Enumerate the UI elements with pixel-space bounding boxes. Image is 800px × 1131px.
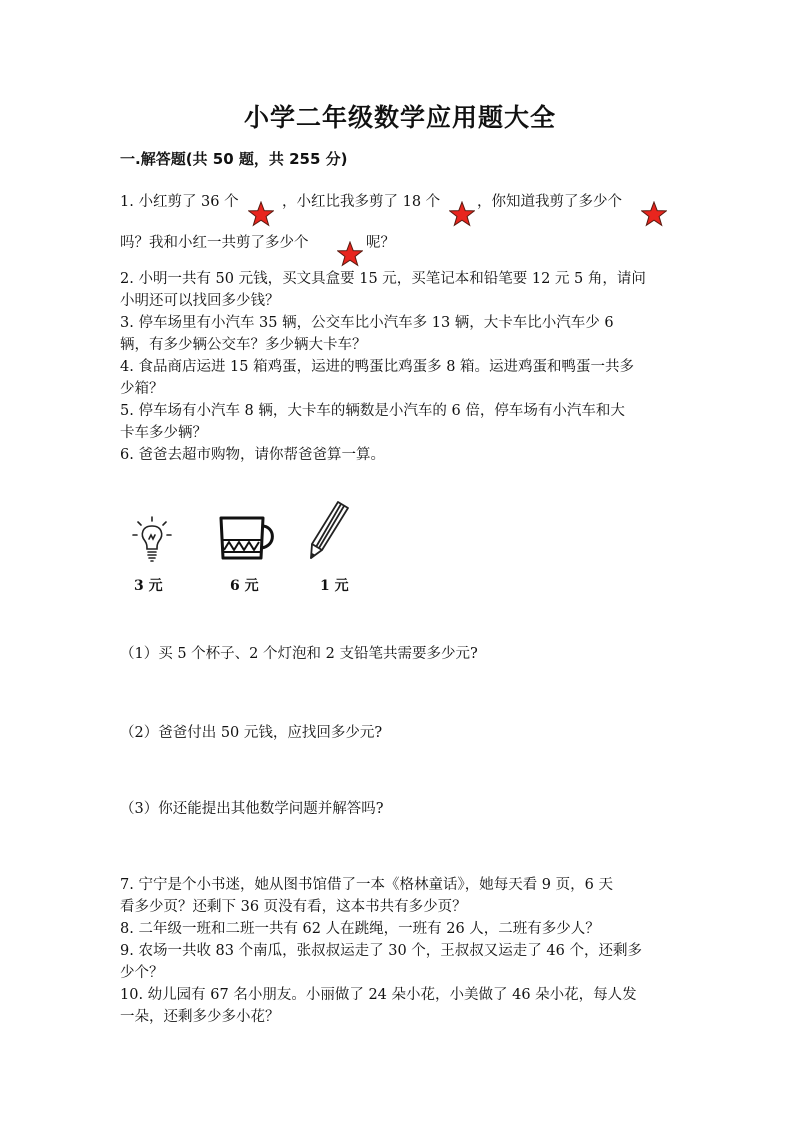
star-icon xyxy=(449,201,475,227)
page-title: 小学二年级数学应用题大全 xyxy=(243,103,556,132)
question-line: 4. 食品商店运进 15 箱鸡蛋，运进的鸭蛋比鸡蛋多 8 箱。运进鸡蛋和鸭蛋一共多 xyxy=(120,359,635,375)
question-line: 看多少页？还剩下 36 页没有看，这本书共有多少页？ xyxy=(120,899,467,915)
question-line: 8. 二年级一班和二班一共有 62 人在跳绳，一班有 26 人，二班有多少人？ xyxy=(120,921,600,937)
question-line: 9. 农场一共收 83 个南瓜，张叔叔运走了 30 个，王叔叔又运走了 46 个，还剩多 xyxy=(120,943,642,959)
question-line: 10. 幼儿园有 67 名小朋友。小丽做了 24 朵小花，小美做了 46 朵小花，每人发 xyxy=(120,987,637,1003)
star-icon xyxy=(641,201,667,227)
q1-part-b: ，小红比我多剪了 18 个 xyxy=(282,194,441,210)
question-line: 3. 停车场里有小汽车 35 辆，公交车比小汽车多 13 辆，大卡车比小汽车少 6 xyxy=(120,315,614,331)
question-line: 少箱？ xyxy=(120,381,164,397)
item-price: 6 元 xyxy=(230,578,259,594)
light-bulb-icon xyxy=(130,515,175,565)
item-price: 1 元 xyxy=(320,578,349,594)
question-line: 7. 宁宁是个小书迷，她从图书馆借了一本《格林童话》，她每天看 9 页，6 天 xyxy=(120,877,613,893)
question-line: 一朵，还剩多少多小花？ xyxy=(120,1009,280,1025)
question-line: 5. 停车场有小汽车 8 辆，大卡车的辆数是小汽车的 6 倍，停车场有小汽车和大 xyxy=(120,403,625,419)
question-line: 2. 小明一共有 50 元钱，买文具盒要 15 元，买笔记本和铅笔要 12 元 5 角，请问 xyxy=(120,271,646,287)
q1-part-e: 呢？ xyxy=(366,235,395,251)
q1-part-c: ，你知道我剪了多少个 xyxy=(477,194,622,210)
sub-question: （2）爸爸付出 50 元钱，应找回多少元? xyxy=(120,725,383,741)
cup-icon xyxy=(215,512,279,564)
star-icon xyxy=(248,201,274,227)
question-line: 小明还可以找回多少钱？ xyxy=(120,293,280,309)
sub-question: （1）买 5 个杯子、2 个灯泡和 2 支铅笔共需要多少元? xyxy=(120,646,478,662)
q1-part-a: 1. 小红剪了 36 个 xyxy=(120,194,239,210)
question-line: 卡车多少辆？ xyxy=(120,425,207,441)
star-icon xyxy=(337,241,363,267)
question-line: 辆，有多少辆公交车？多少辆大卡车？ xyxy=(120,337,367,353)
q1-part-d: 吗？我和小红一共剪了多少个 xyxy=(120,235,309,251)
section-heading: 一.解答题(共 50 题，共 255 分) xyxy=(120,150,348,168)
question-line: 少个？ xyxy=(120,965,164,981)
sub-question: （3）你还能提出其他数学问题并解答吗? xyxy=(120,801,384,817)
pencil-icon xyxy=(308,498,353,562)
question-line: 6. 爸爸去超市购物，请你帮爸爸算一算。 xyxy=(120,447,385,463)
item-price: 3 元 xyxy=(134,578,163,594)
